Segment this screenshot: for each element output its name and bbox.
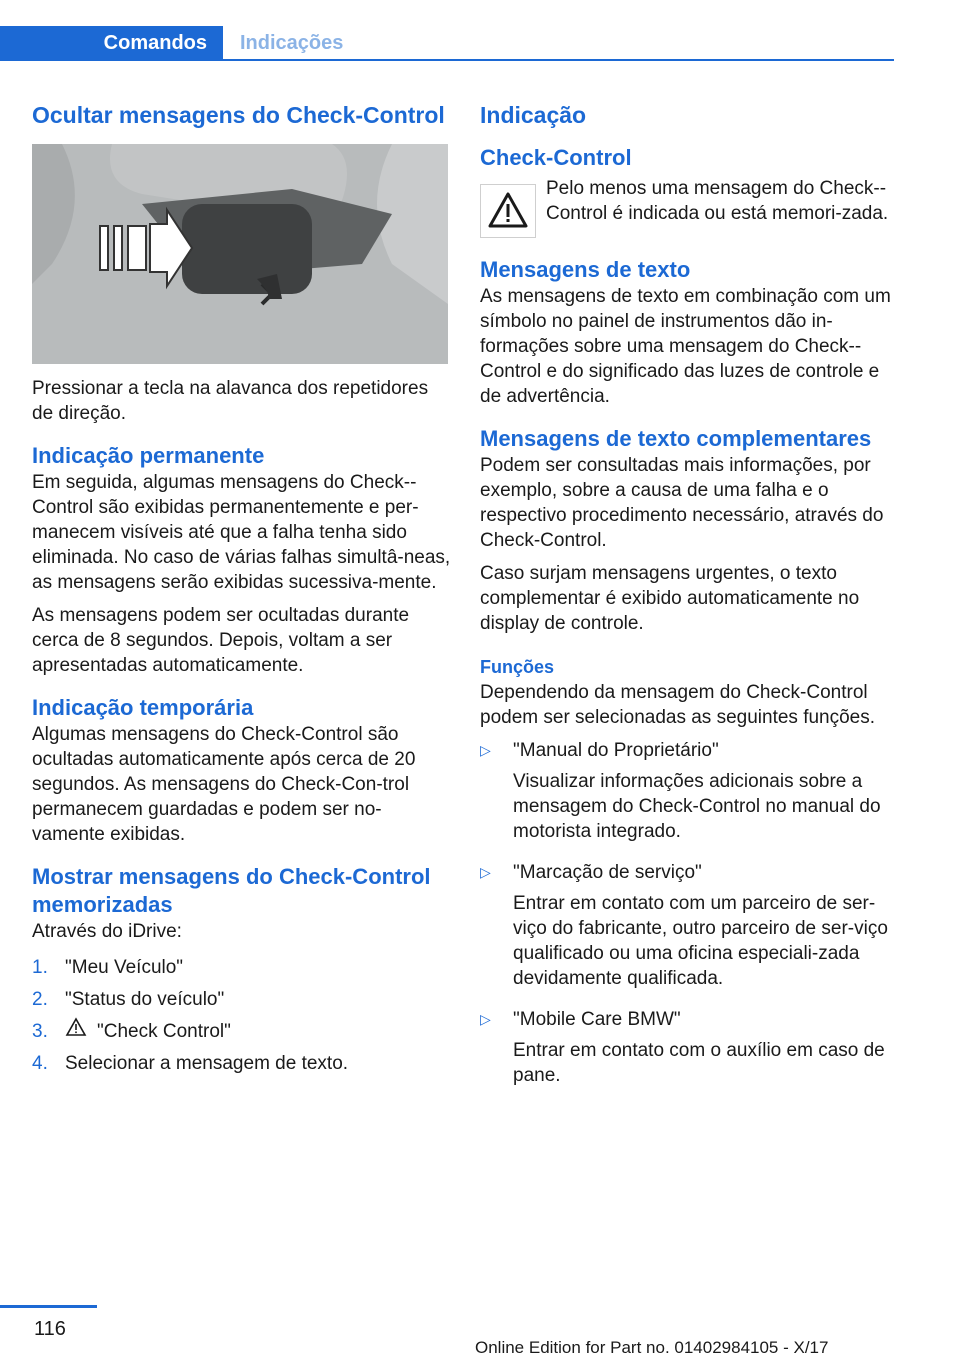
subheading-memorized: Mostrar mensagens do Check-Control memorizadas	[32, 864, 431, 917]
footer-rule	[0, 1305, 97, 1308]
step-number: 2.	[32, 989, 48, 1010]
left-column	[32, 100, 452, 1080]
subheading-permanent: Indicação permanente	[32, 443, 265, 468]
function-label: "Marcação de serviço"	[513, 862, 702, 883]
section-title-indicacao: Indicação	[480, 102, 587, 128]
list-item	[480, 738, 896, 850]
paragraph-permanent-1: Em seguida, algumas mensagens do Check--Control são exibidas permanentemente e per-manecem visíveis até que a falha tenha sido eliminada. No caso de várias falhas simultâ-neas, as mensagens serão exibidas sucessiva-mente.	[32, 472, 451, 593]
section-title-hide-messages: Ocultar mensagens do Check-Control	[32, 102, 445, 128]
bullet-triangle-icon: ▷	[480, 742, 491, 758]
tab-comandos[interactable]: Comandos	[0, 26, 223, 61]
right-column	[480, 100, 896, 1104]
tab-indicacoes[interactable]: Indicações	[240, 32, 344, 54]
function-label: "Mobile Care BMW"	[513, 1009, 681, 1030]
warning-triangle-icon	[65, 1016, 89, 1048]
list-item	[32, 984, 452, 1016]
step-text: Selecionar a mensagem de texto.	[65, 1053, 349, 1074]
subheading-functions: Funções	[480, 657, 555, 677]
functions-list	[480, 738, 896, 1094]
list-item	[32, 1048, 452, 1080]
bullet-triangle-icon: ▷	[480, 864, 491, 880]
subheading-temporary: Indicação temporária	[32, 695, 254, 720]
paragraph-permanent-2: As mensagens podem ser ocultadas durante cerca de 8 segundos. Depois, voltam a ser apresentadas automaticamente.	[32, 605, 410, 676]
step-number: 1.	[32, 957, 48, 978]
function-description: Visualizar informações adicionais sobre a mensagem do Check-Control no manual do motorista integrado.	[513, 771, 881, 842]
header-rule	[223, 59, 894, 61]
step-text: "Check Control"	[97, 1021, 231, 1042]
turn-signal-lever-photo	[32, 144, 448, 364]
paragraph-functions: Dependendo da mensagem do Check-Control podem ser selecionadas as seguintes funções.	[480, 682, 876, 728]
paragraph-supplementary-1: Podem ser consultadas mais informações, por exemplo, sobre a causa de uma falha e o respectivo procedimento necessário, através do Check-Control.	[480, 455, 884, 551]
step-text: "Meu Veículo"	[65, 957, 184, 978]
step-number: 3.	[32, 1021, 48, 1042]
subheading-supplementary: Mensagens de texto complementares	[480, 426, 872, 451]
warning-triangle-icon	[480, 184, 536, 238]
paragraph-temporary: Algumas mensagens do Check-Control são ocultadas automaticamente após cerca de 20 segundos. As mensagens do Check-Con-trol permanecem guardadas e podem ser no-vamente exibidas.	[32, 724, 416, 845]
check-control-symbol-row	[480, 178, 896, 238]
paragraph-idrive-intro: Através do iDrive:	[32, 921, 182, 942]
paragraph-text-messages: As mensagens de texto em combinação com um símbolo no painel de instrumentos dão in-formações sobre uma mensagem do Check--Control e do significado das luzes de controle e de advertência.	[480, 286, 891, 407]
paragraph-supplementary-2: Caso surjam mensagens urgentes, o texto complementar é exibido automaticamente no display de controle.	[480, 563, 860, 634]
lever-illustration	[32, 144, 448, 364]
step-text: "Status do veículo"	[65, 989, 225, 1010]
function-description: Entrar em contato com um parceiro de ser-viço do fabricante, outro parceiro de ser-viço qualificado ou uma oficina especiali-zada devidamente qualificada.	[513, 893, 888, 989]
function-label: "Manual do Proprietário"	[513, 740, 719, 761]
list-item	[32, 952, 452, 984]
list-item	[480, 1007, 896, 1094]
step-number: 4.	[32, 1053, 48, 1074]
chapter-tabs	[0, 26, 894, 61]
idrive-steps	[32, 952, 452, 1080]
page-number: 116	[34, 1318, 66, 1340]
edition-note: Online Edition for Part no. 01402984105 - X/17	[475, 1338, 829, 1357]
subheading-text-messages: Mensagens de texto	[480, 257, 691, 282]
subheading-check-control: Check-Control	[480, 145, 632, 170]
paragraph-check-control: Pelo menos uma mensagem do Check--Control é indicada ou está memori-zada.	[546, 178, 889, 224]
caption-press-button: Pressionar a tecla na alavanca dos repetidores de direção.	[32, 378, 429, 424]
list-item	[32, 1016, 452, 1048]
bullet-triangle-icon: ▷	[480, 1011, 491, 1027]
list-item	[480, 860, 896, 997]
function-description: Entrar em contato com o auxílio em caso de pane.	[513, 1040, 885, 1086]
